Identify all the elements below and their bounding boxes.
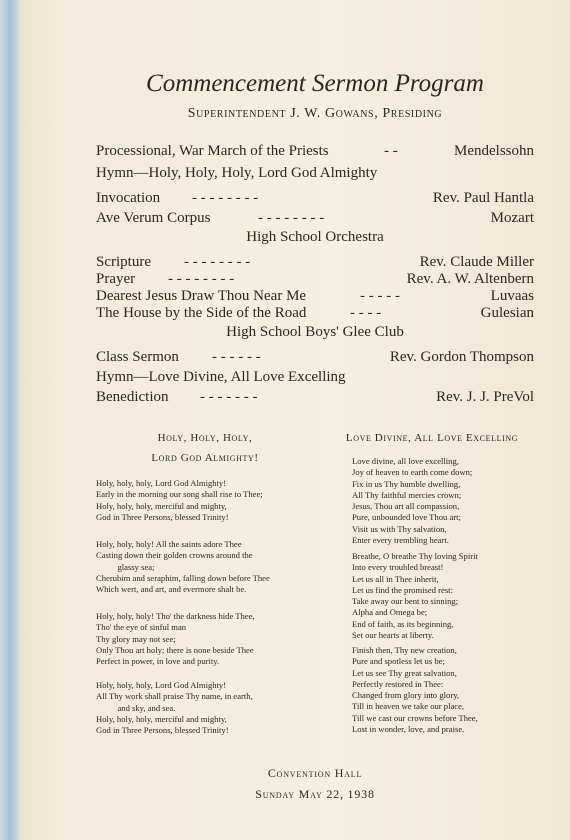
hymn-left-verse: Holy, holy, holy! All the saints adore Thee Casting down their golden crowns around the glassy sea; Cherubim and seraphim, falling down before Thee Which wert, and art, and evermore shalt be. [96, 539, 270, 595]
program-item: Ave Verum Corpus [96, 210, 211, 226]
program-row-house-by-road [96, 305, 534, 325]
program-performer: Mendelssohn [454, 143, 534, 159]
hymn-right-verse: Breathe, O breathe Thy loving Spirit Into every troubled breast! Let us all in Thee inherit, Let us find the promised rest: Take away our bent to sinning; Alpha and Omega be; End of faith, as its beginning, Set our hearts at liberty. [352, 551, 478, 641]
program-item: Processional, War March of the Priests [96, 143, 329, 159]
program-item: Prayer [96, 271, 136, 287]
date-line: Sunday May 22, 1938 [255, 787, 375, 801]
program-performer: Mozart [490, 210, 534, 226]
leader-dashes: - - [384, 143, 398, 159]
program-item: Dearest Jesus Draw Thou Near Me [96, 288, 307, 304]
presiding-line: Superintendent J. W. Gowans, Presiding [187, 106, 443, 121]
program-performer: Rev. Paul Hantla [432, 190, 534, 206]
hymn-left-verse: Holy, holy, holy, Lord God Almighty! All Thy work shall praise Thy name, in earth, and sky, and sea. Holy, holy, holy, merciful and mighty, God in Three Persons, blessed Trinity! [96, 680, 253, 736]
program-performer: Rev. A. W. Altenbern [406, 271, 534, 287]
program-row-processional [96, 143, 534, 163]
page-title: Commencement Sermon Program [146, 70, 484, 97]
hymn-left-title-line2: Lord God Almighty! [151, 452, 259, 464]
leader-dashes: - - - - - - - - [184, 254, 251, 270]
program-performer: Luvaas [490, 288, 534, 304]
program-item: Class Sermon [96, 349, 179, 365]
program-performer: Gulesian [480, 305, 534, 321]
ensemble-orchestra: High School Orchestra [246, 229, 384, 245]
leader-dashes: - - - - - [360, 288, 400, 304]
program-item: Hymn—Love Divine, All Love Excelling [96, 369, 346, 385]
program-performer: Rev. Claude Miller [419, 254, 534, 270]
program-row-hymn2 [96, 369, 534, 389]
program-performer: Rev. J. J. PreVol [436, 389, 534, 405]
hymn-left-title-line1: Holy, Holy, Holy, [157, 432, 253, 444]
program-row-invocation [96, 190, 534, 210]
program-item: Invocation [96, 190, 161, 206]
program-performer: Rev. Gordon Thompson [389, 349, 534, 365]
hymn-left-verse: Holy, holy, holy! Tho' the darkness hide Thee, Tho' the eye of sinful man Thy glory may not see; Only Thou art holy; there is none beside Thee Perfect in power, in love and purity. [96, 611, 255, 667]
program-item: The House by the Side of the Road [96, 305, 307, 321]
hymn-right-verse: Finish then, Thy new creation, Pure and spotless let us be; Let us see Thy great salvation, Perfectly restored in Thee: Changed from glory into glory, Till in heaven we take our place, Till we cast our crowns before Thee, Lost in wonder, love, and praise. [352, 645, 478, 735]
hymn-right-verse: Love divine, all love excelling, Joy of heaven to earth come down; Fix in us Thy humble dwelling, All Thy faithful mercies crown; Jesus, Thou art all compassion, Pure, unbounded love Thou art; Visit us with Thy salvation, Enter every trembling heart. [352, 456, 473, 546]
program-item: Hymn—Holy, Holy, Holy, Lord God Almighty [96, 165, 378, 181]
program-item: Benediction [96, 389, 169, 405]
ensemble-glee-club: High School Boys' Glee Club [226, 324, 404, 340]
leader-dashes: - - - - [350, 305, 382, 321]
leader-dashes: - - - - - - - [200, 389, 258, 405]
leader-dashes: - - - - - - - - [192, 190, 259, 206]
hymn-right-title: Love Divine, All Love Excelling [345, 432, 519, 444]
program-item: Scripture [96, 254, 151, 270]
hymn-left-verse: Holy, holy, holy, Lord God Almighty! Early in the morning our song shall rise to Thee; Holy, holy, holy, merciful and mighty, God in Three Persons, blessed Trinity! [96, 478, 263, 522]
venue-line: Convention Hall [267, 766, 363, 780]
program-row-ave-verum [96, 210, 534, 230]
leader-dashes: - - - - - - [212, 349, 261, 365]
leader-dashes: - - - - - - - - [168, 271, 235, 287]
program-row-hymn1 [96, 165, 534, 185]
torn-page-edge [0, 0, 22, 840]
program-row-class-sermon [96, 349, 534, 369]
program-row-benediction [96, 389, 534, 409]
leader-dashes: - - - - - - - - [258, 210, 325, 226]
